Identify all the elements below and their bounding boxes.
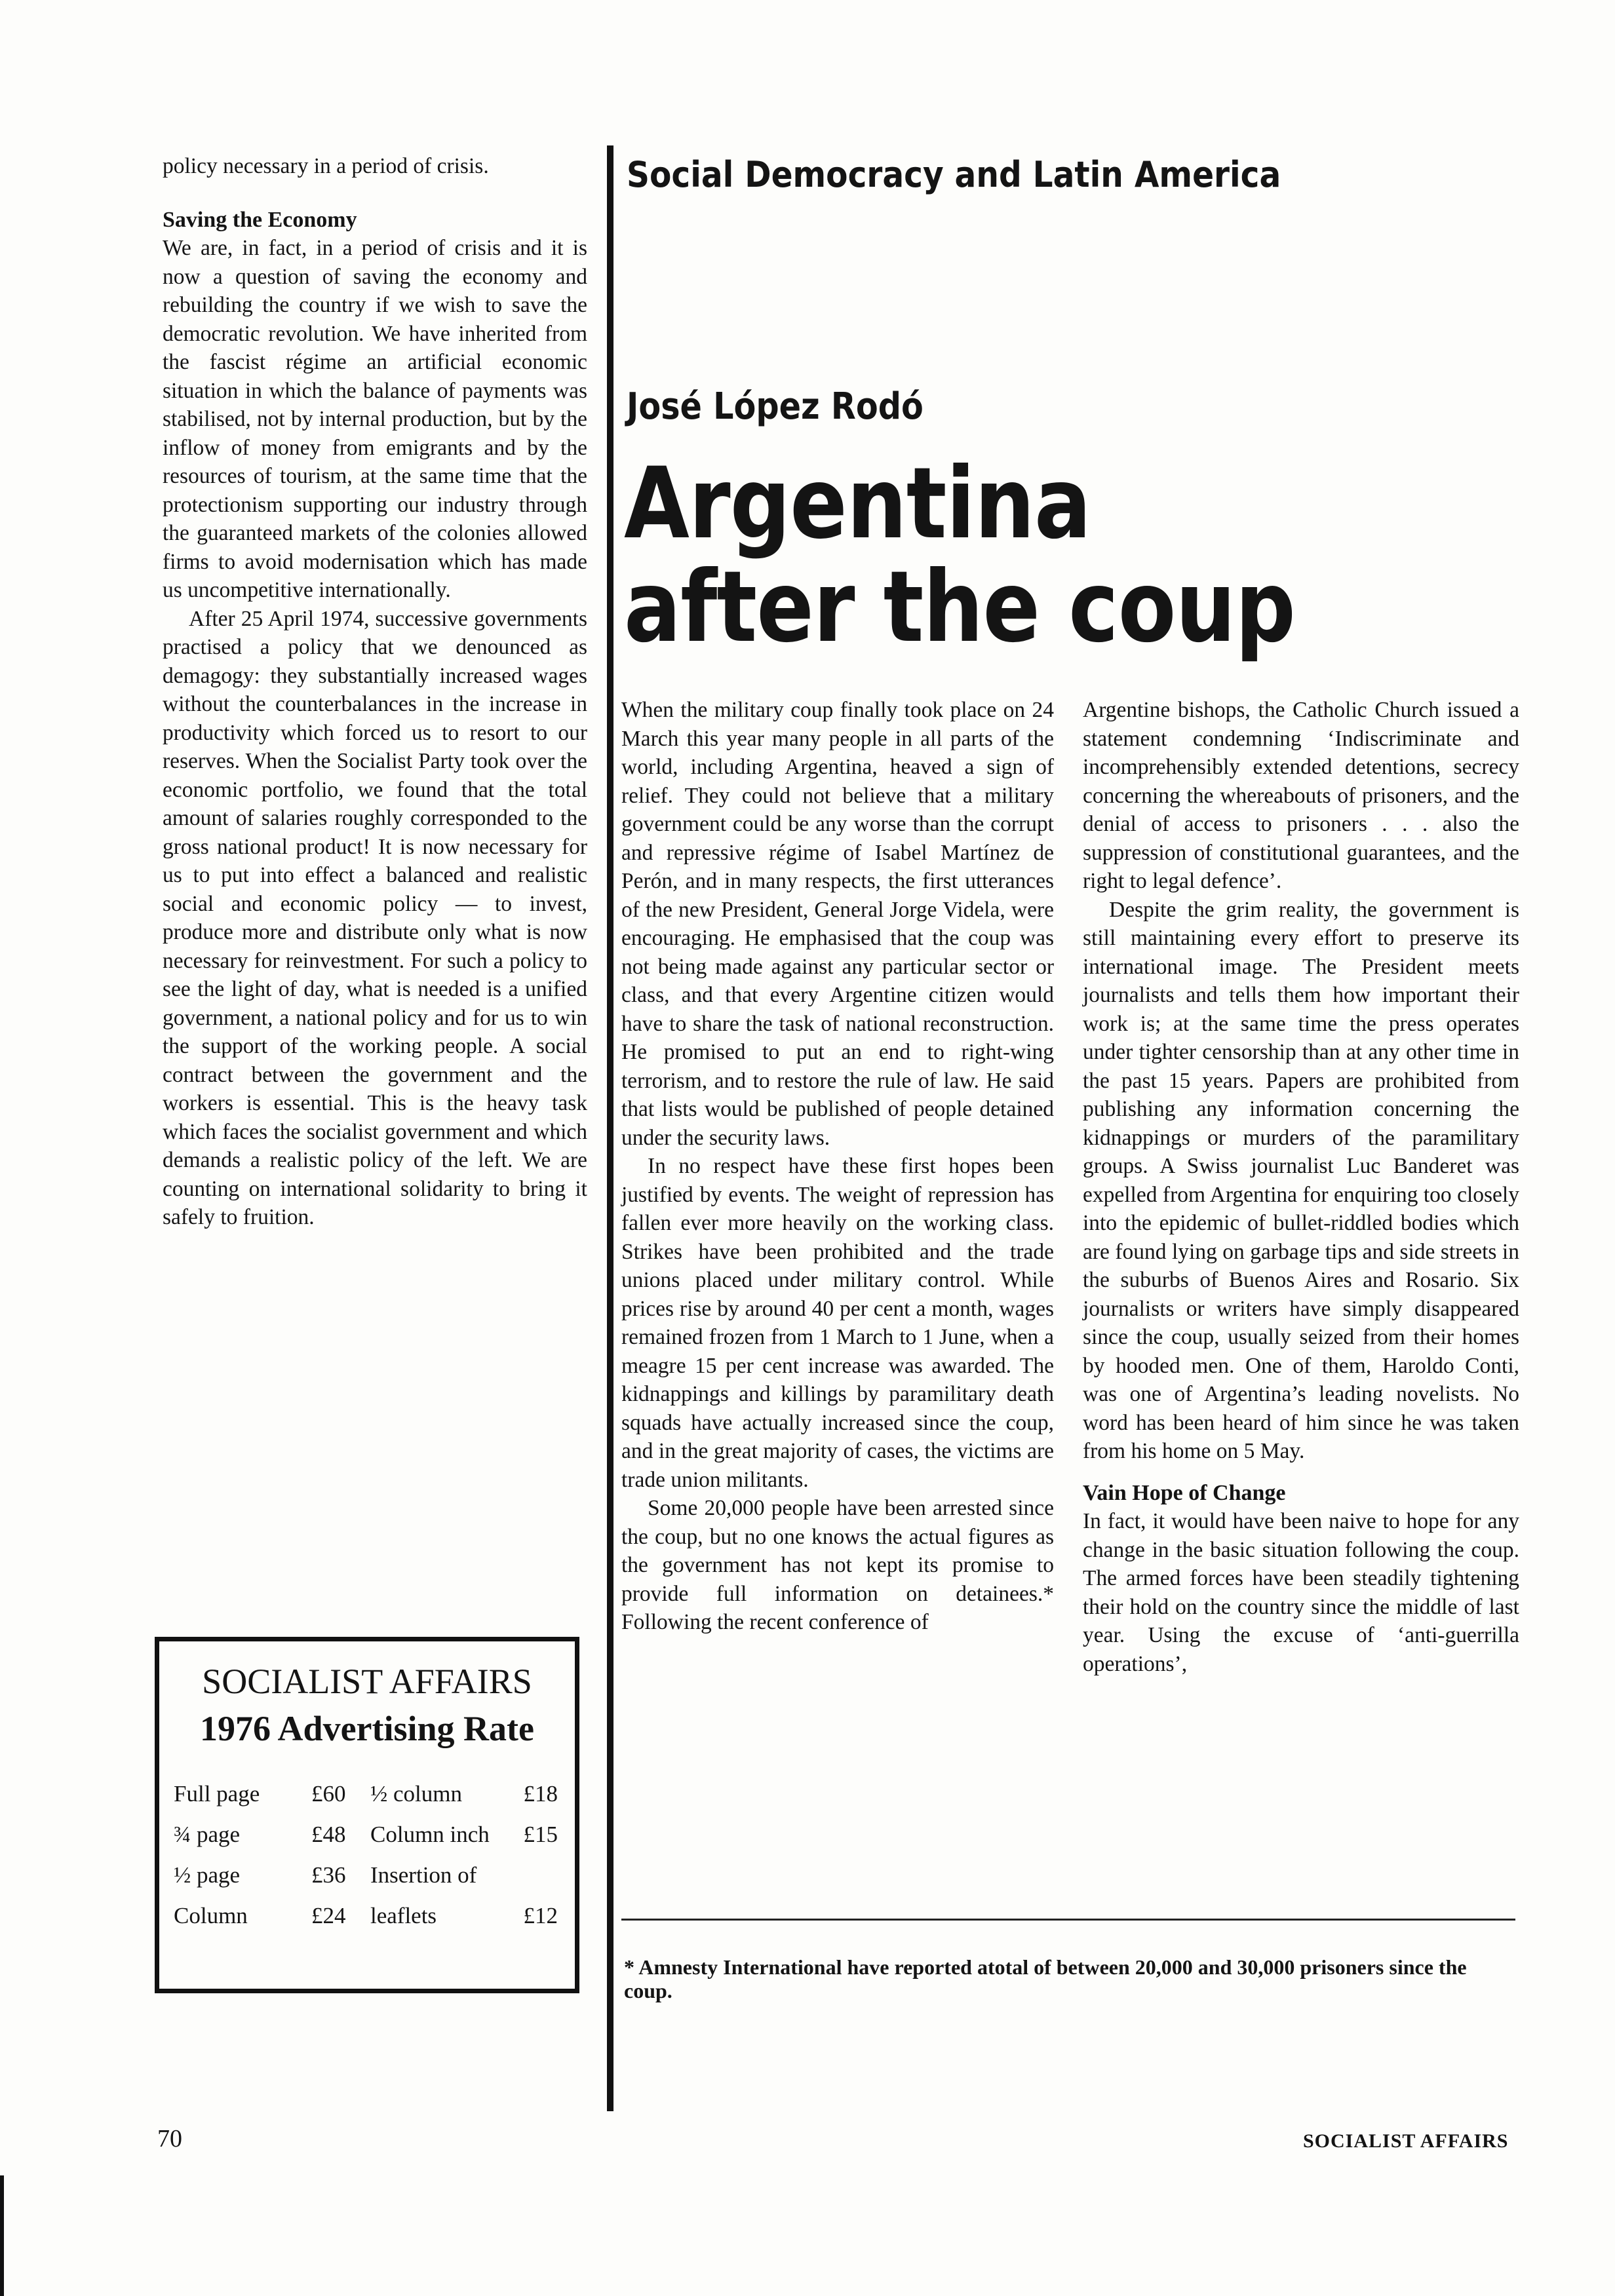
- author-name: José López Rodó: [627, 385, 924, 428]
- right-paragraph-1: Argentine bishops, the Catholic Church issued a statement condemning ‘Indiscriminate and incomprehensibly extended detentions, secrecy concerning the whereabouts of prisoners, and the denial of access to prisoners . . . also the suppression of constitutional guarantees, and the right to legal defence’.: [1083, 698, 1519, 893]
- rate-price: £60: [311, 1781, 346, 1807]
- rate-price: £48: [311, 1822, 346, 1847]
- rate-price: £12: [523, 1903, 558, 1928]
- rate-item: ½ page: [174, 1862, 241, 1888]
- rate-price: [499, 1855, 558, 1896]
- rate-item: Column: [174, 1903, 248, 1928]
- middle-paragraph-2: In no respect have these first hopes been justified by events. The weight of repression has fallen ever more heavily on the working class. Strikes have been prohibited and the trade unions placed under military control. While prices rise by around 40 per cent a month, wages remained frozen from 1 March to 1 June, when a meagre 15 per cent increase was awarded. The kidnappings and killings by paramilitary death squads have actually increased since the coup, and in the great majority of cases, the victims are trade union militants.: [621, 1154, 1054, 1492]
- rate-item: ½ column: [370, 1781, 462, 1807]
- headline: [624, 447, 1295, 664]
- rate-item: Column inch: [370, 1822, 490, 1847]
- advert-rate-row: [174, 1855, 560, 1896]
- advertising-rate-box: [155, 1637, 579, 1993]
- left-lead-line: policy necessary in a period of crisis.: [163, 154, 489, 178]
- rate-price: £24: [311, 1903, 346, 1928]
- rate-price: £15: [523, 1822, 558, 1847]
- left-column: [163, 152, 587, 1232]
- right-column: [1083, 696, 1519, 1678]
- page-number: 70: [157, 2125, 182, 2152]
- left-paragraph-2: After 25 April 1974, successive governments practised a policy that we denounced as demagogy: they substantially increased wages without the counterbalances in the increase in productivity which forced us to resort to our reserves. When the Socialist Party took over the economic portfolio, we found that the total amount of salaries roughly corresponded to the gross national product! It is now necessary for us to put into effect a balanced and realistic social and economic policy — to invest, produce more and distribute only what is now necessary for reinvestment. For such a policy to see the light of day, what is needed is a unified government, a national policy and for us to win the support of the working people. A social contract between the government and the workers is essential. This is the heavy task which faces the socialist government and which demands a realistic policy of the left. We are counting on international solidarity to bring it safely to fruition.: [163, 606, 587, 1229]
- advert-subtitle: 1976 Advertising Rate: [200, 1709, 534, 1748]
- rate-item: leaflets: [370, 1903, 437, 1928]
- section-title: Social Democracy and Latin America: [627, 154, 1281, 195]
- right-paragraph-2: Despite the grim reality, the government is still maintaining every effort to preserve its international image. The President meets journalists and tells them how important their work is; at the same time the press operates under tighter censorship than at any other time in the past 15 years. Papers are prohibited from publishing any information concerning the kidnappings or murders of the paramilitary groups. A Swiss journalist Luc Banderet was expelled from Argentina for enquiring too closely into the epidemic of bullet-riddled bodies which are found lying on garbage tips and side streets in the suburbs of Buenos Aires and Rosario. Six journalists or writers have simply disappeared since the coup, usually seized from their homes by hooded men. One of them, Haroldo Conti, was one of Argentina’s leading novelists. No word has been heard of him since he was taken from his home on 5 May.: [1083, 897, 1519, 1463]
- column-divider: [607, 145, 613, 2111]
- middle-paragraph-3: Some 20,000 people have been arrested since the coup, but no one knows the actual figures as the government has not kept its promise to provide full information on detainees.* Following the recent conference of: [621, 1496, 1054, 1634]
- advert-title: SOCIALIST AFFAIRS: [202, 1662, 532, 1701]
- right-paragraph-3: In fact, it would have been naive to hope for any change in the basic situation following the coup. The armed forces have been steadily tightening their hold on the country since the middle of last year. Using the excuse of ‘anti-guerrilla operations’,: [1083, 1509, 1519, 1676]
- middle-column: [621, 696, 1054, 1637]
- rate-item: Insertion of: [370, 1862, 477, 1888]
- advert-rate-row: [174, 1774, 560, 1814]
- rate-item: Full page: [174, 1781, 260, 1807]
- subhead-vain-hope: Vain Hope of Change: [1083, 1480, 1286, 1505]
- scan-margin-mark: [0, 2175, 4, 2296]
- advert-rate-row: [174, 1814, 560, 1855]
- footnote-rule: [621, 1919, 1515, 1921]
- rate-price: £18: [523, 1781, 558, 1807]
- footnote: * Amnesty International have reported atotal of between 20,000 and 30,000 prisoners since the coup.: [624, 1955, 1467, 2002]
- headline-line-1: Argentina: [624, 447, 1091, 561]
- rate-price: £36: [311, 1862, 346, 1888]
- middle-paragraph-1: When the military coup finally took place on 24 March this year many people in all parts of the world, including Argentina, heaved a sign of relief. They could not believe that a military government could be any worse than the corrupt and repressive régime of Isabel Martínez de Perón, and in many respects, the first utterances of the new President, General Jorge Videla, were encouraging. He emphasised that the coup was not being made against any particular sector or class, and that every Argentine citizen would have to share the task of national reconstruction. He promised to put an end to right-wing terrorism, and to restore the rule of law. He said that lists would be published of people detained under the security laws.: [621, 698, 1054, 1150]
- headline-line-2: after the coup: [624, 550, 1295, 664]
- subhead-saving-economy: Saving the Economy: [163, 207, 357, 232]
- running-title: SOCIALIST AFFAIRS: [1303, 2130, 1509, 2152]
- left-paragraph-1: We are, in fact, in a period of crisis and it is now a question of saving the economy and rebuilding the country if we wish to save the democratic revolution. We have inherited from the fascist régime an artificial economic situation in which the balance of payments was stabilised, not by internal production, but by the inflow of money from emigrants and by the resources of tourism, at the same time that the protectionism supporting our industry through the guaranteed markets of the colonies allowed firms to avoid modernisation which has made us uncompetitive internationally.: [163, 236, 587, 602]
- advert-rate-row: [174, 1896, 560, 1936]
- rate-item: ¾ page: [174, 1822, 241, 1847]
